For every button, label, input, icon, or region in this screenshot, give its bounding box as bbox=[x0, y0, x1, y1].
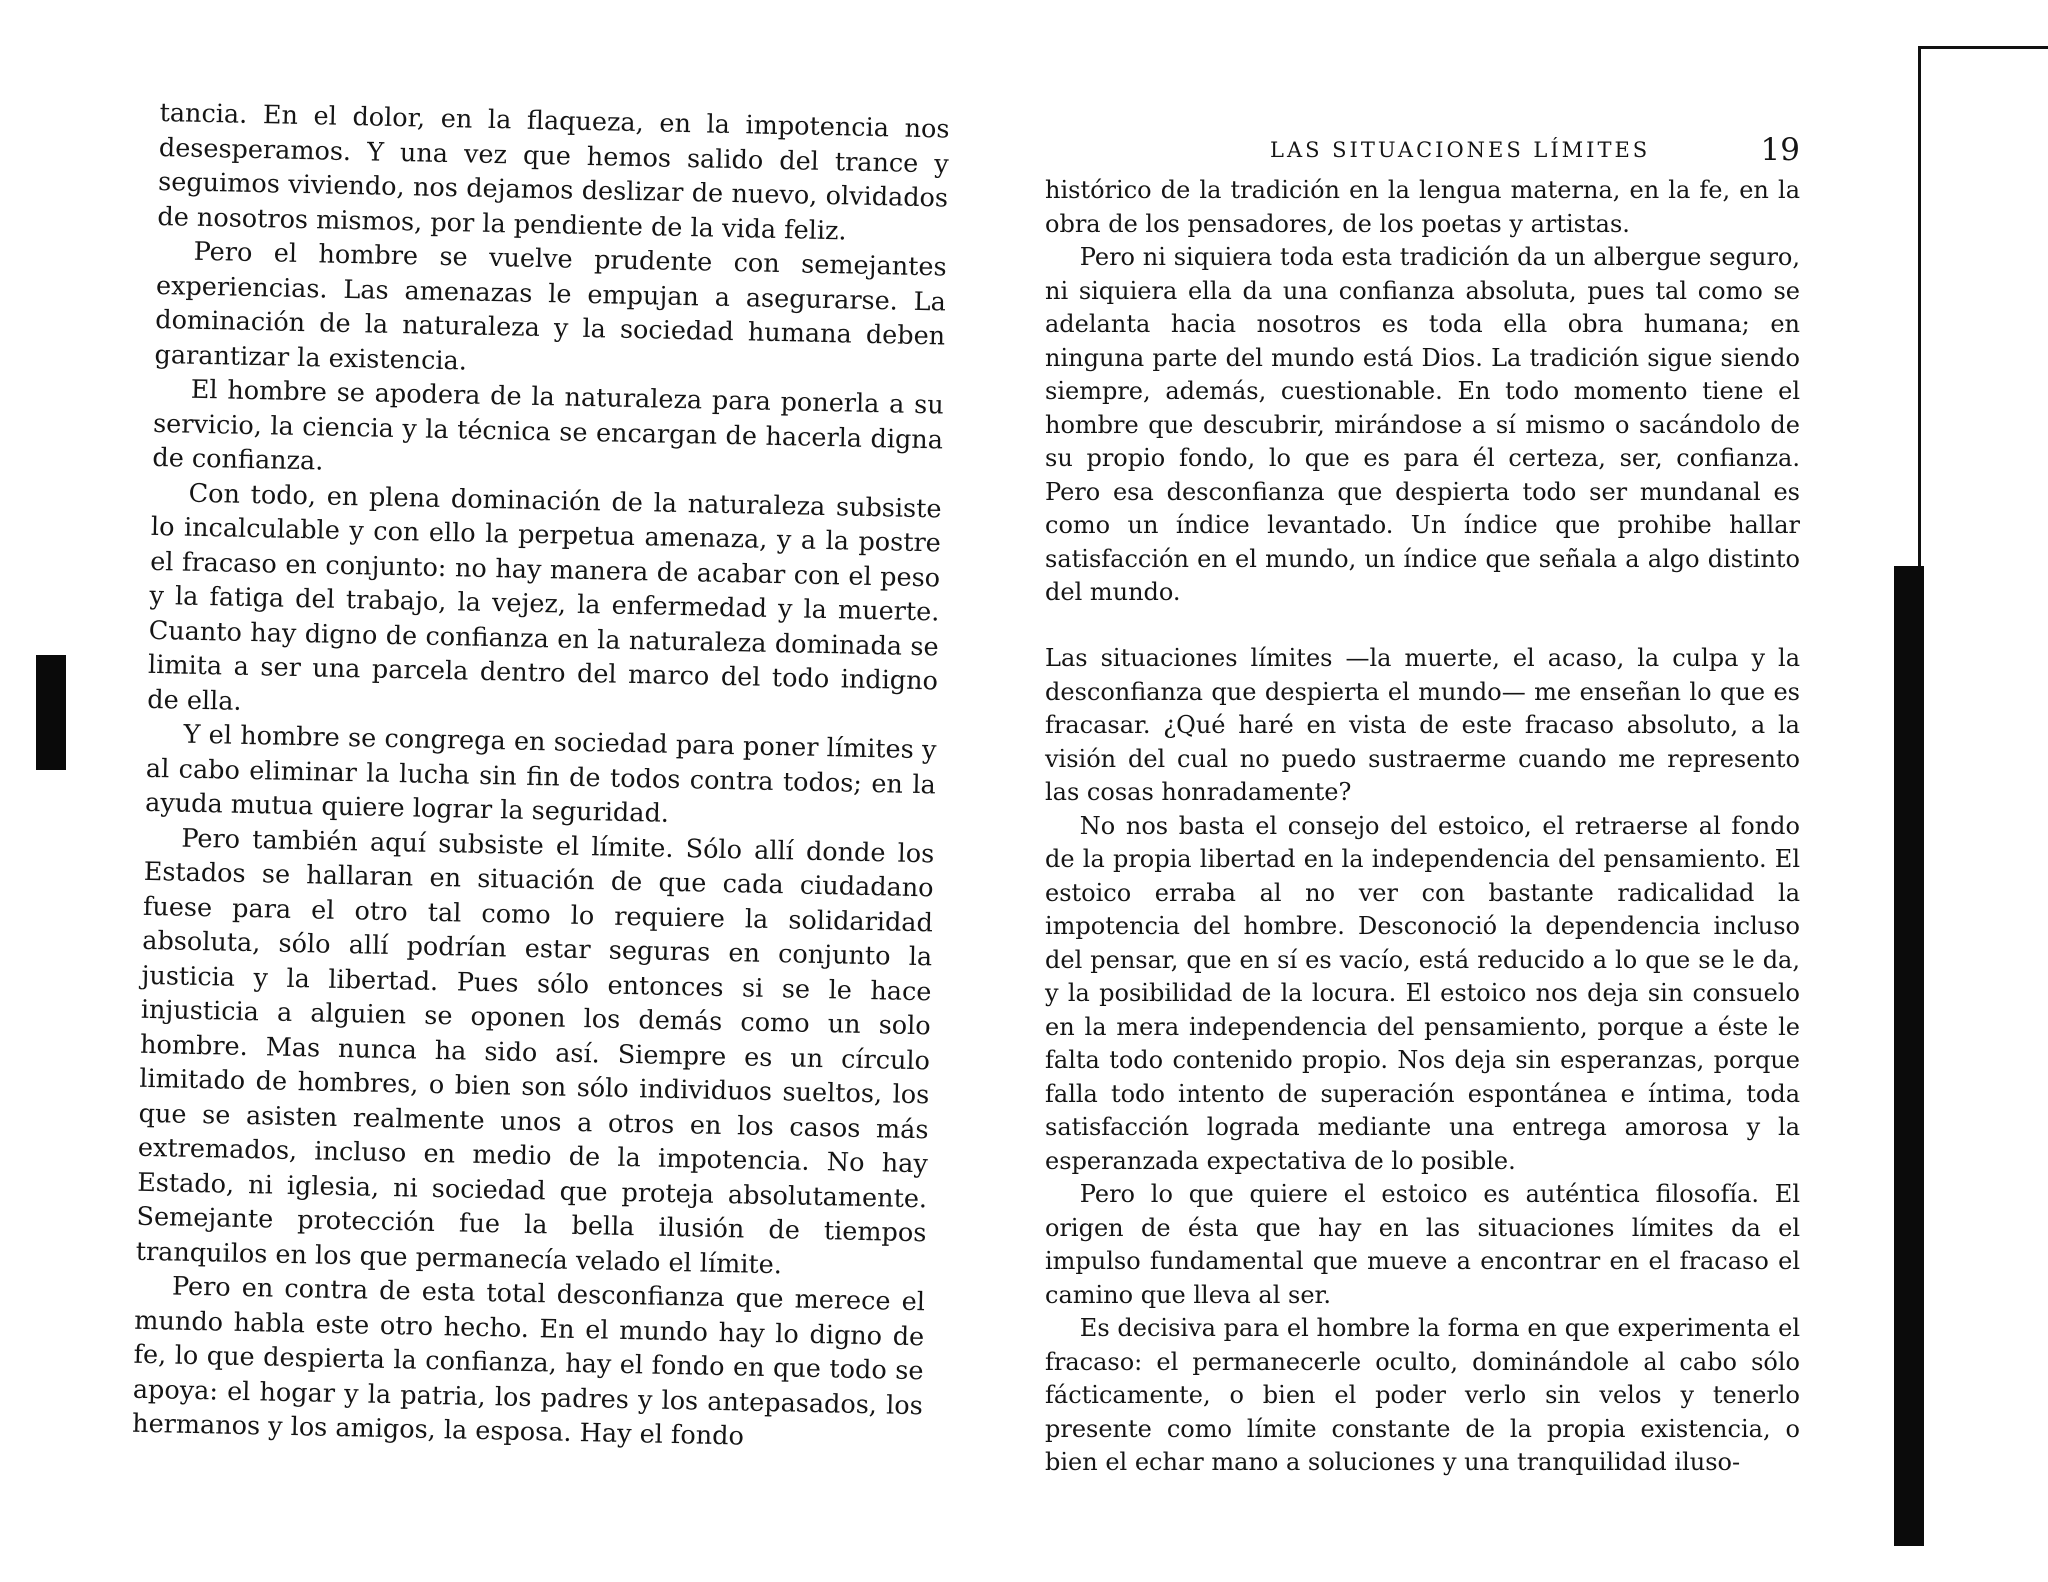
right-page-text-section-2 bbox=[1045, 642, 1800, 1480]
left-paragraph-6: Pero también aquí subsiste el límite. Sólo allí donde los Estados se hallaran en situación de que cada ciudadano fuese para el otro tal como lo requiere la solidaridad absoluta, sólo allí podrían estar seguras en conjunto la justicia y la libertad. Pues sólo entonces si se le hace injusticia a alguien se oponen los demás como un solo hombre. Mas nunca ha sido así. Siempre es un círculo limitado de hombres, o bien son sólo individuos sueltos, los que se asisten realmente unos a otros en los casos más extremados, incluso en medio de la impotencia. No hay Estado, ni iglesia, ni sociedad que proteja absolutamente. Semejante protección fue la bella ilusión de tiempos tranquilos en los que permanecía velado el límite. bbox=[135, 823, 935, 1280]
right-paragraph-3: Las situaciones límites —la muerte, el acaso, la culpa y la desconfianza que despierta el mundo— me enseñan lo que es fracasar. ¿Qué haré en vista de este fracaso absoluto, a la visión del cual no puedo sustraerme cuando me represento las cosas honradamente? bbox=[1045, 644, 1800, 806]
right-paragraph-5: Pero lo que quiere el estoico es auténtica filosofía. El origen de ésta que hay en las situaciones límites da el impulso fundamental que mueve a encontrar en el fracaso el camino que lleva al ser. bbox=[1045, 1180, 1800, 1309]
left-paragraph-4: Con todo, en plena dominación de la naturaleza subsiste lo incalculable y con ello la perpetua amenaza, y a la postre el fracaso en conjunto: no hay manera de acabar con el peso y la fatiga del trabajo, la vejez, la enfermedad y la muerte. Cuanto hay digno de confianza en la naturaleza dominada se limita a ser una parcela dentro del marco del todo indigno de ella. bbox=[147, 478, 942, 717]
right-paragraph-1: histórico de la tradición en la lengua materna, en la fe, en la obra de los pensadores, de los poetas y artistas. bbox=[1045, 176, 1800, 238]
left-page-text bbox=[132, 96, 950, 1458]
scan-page-edge-right bbox=[1918, 46, 2048, 1546]
right-paragraph-4: No nos basta el consejo del estoico, el retraerse al fondo de la propia libertad en la independencia del pensamiento. El estoico erraba al no ver con bastante radicalidad la impotencia del hombre. Desconoció la dependencia incluso del pensar, que en sí es vacío, está reducido a lo que se le da, y la posibilidad de la locura. El estoico nos deja sin consuelo en la mera independencia del pensamiento, porque a éste le falta todo contenido propio. Nos deja sin esperanzas, porque falla todo intento de superación espontánea e íntima, toda satisfacción lograda mediante una entrega amorosa y la esperanzada expectativa de lo posible. bbox=[1045, 811, 1800, 1175]
left-paragraph-5: Y el hombre se congrega en sociedad para poner límites y al cabo eliminar la lucha sin fin de todos contra todos; en la ayuda mutua quiere lograr la seguridad. bbox=[144, 719, 937, 829]
left-paragraph-2: Pero el hombre se vuelve prudente con semejantes experiencias. Las amenazas le empujan a asegurarse. La dominación de la naturaleza y la sociedad humana deben garantizar la existencia. bbox=[154, 236, 947, 376]
page-edge-top-line bbox=[1918, 46, 2048, 49]
running-title: LAS SITUACIONES LÍMITES bbox=[1270, 138, 1651, 162]
right-page-text-section-1 bbox=[1045, 174, 1800, 610]
left-page bbox=[131, 96, 950, 1452]
left-paragraph-3: El hombre se apodera de la naturaleza para ponerla a su servicio, la ciencia y la técnica se encargan de hacerla digna de confianza. bbox=[152, 374, 945, 477]
running-header bbox=[1045, 132, 1800, 172]
page-number: 19 bbox=[1760, 132, 1800, 168]
page-edge-shadow bbox=[1894, 566, 1924, 1546]
scan-edge-mark-left bbox=[36, 655, 66, 770]
left-paragraph-7: Pero en contra de esta total desconfianza que merece el mundo habla este otro hecho. En el mundo hay lo digno de fe, lo que despierta la confianza, hay el fondo en que todo se apoya: el hogar y la patria, los padres y los antepasados, los hermanos y los amigos, la esposa. Hay el fondo bbox=[131, 1271, 926, 1452]
left-paragraph-1: tancia. En el dolor, en la flaqueza, en la impotencia nos desesperamos. Y una vez que hemos salido del trance y seguimos viviendo, nos dejamos deslizar de nuevo, olvidados de nosotros mismos, por la pendiente de la vida feliz. bbox=[157, 97, 950, 246]
right-paragraph-6: Es decisiva para el hombre la forma en que experimenta el fracaso: el permanecerle oculto, dominándole al cabo sólo fácticamente, o bien el poder verlo sin velos y tenerlo presente como límite constante de la propia existencia, o bien el echar mano a soluciones y una tranquilidad iluso- bbox=[1045, 1314, 1800, 1476]
right-paragraph-2: Pero ni siquiera toda esta tradición da un albergue seguro, ni siquiera ella da una confianza absoluta, pues tal como se adelanta hacia nosotros es toda ella obra humana; en ninguna parte del mundo está Dios. La tradición sigue siendo siempre, además, cuestionable. En todo momento tiene el hombre que descubrir, mirándose a sí mismo o sacándolo de su propio fondo, lo que es para él certeza, ser, confianza. Pero esa desconfianza que despierta todo ser mundanal es como un índice levantado. Un índice que prohibe hallar satisfacción en el mundo, un índice que señala a algo distinto del mundo. bbox=[1045, 243, 1800, 606]
